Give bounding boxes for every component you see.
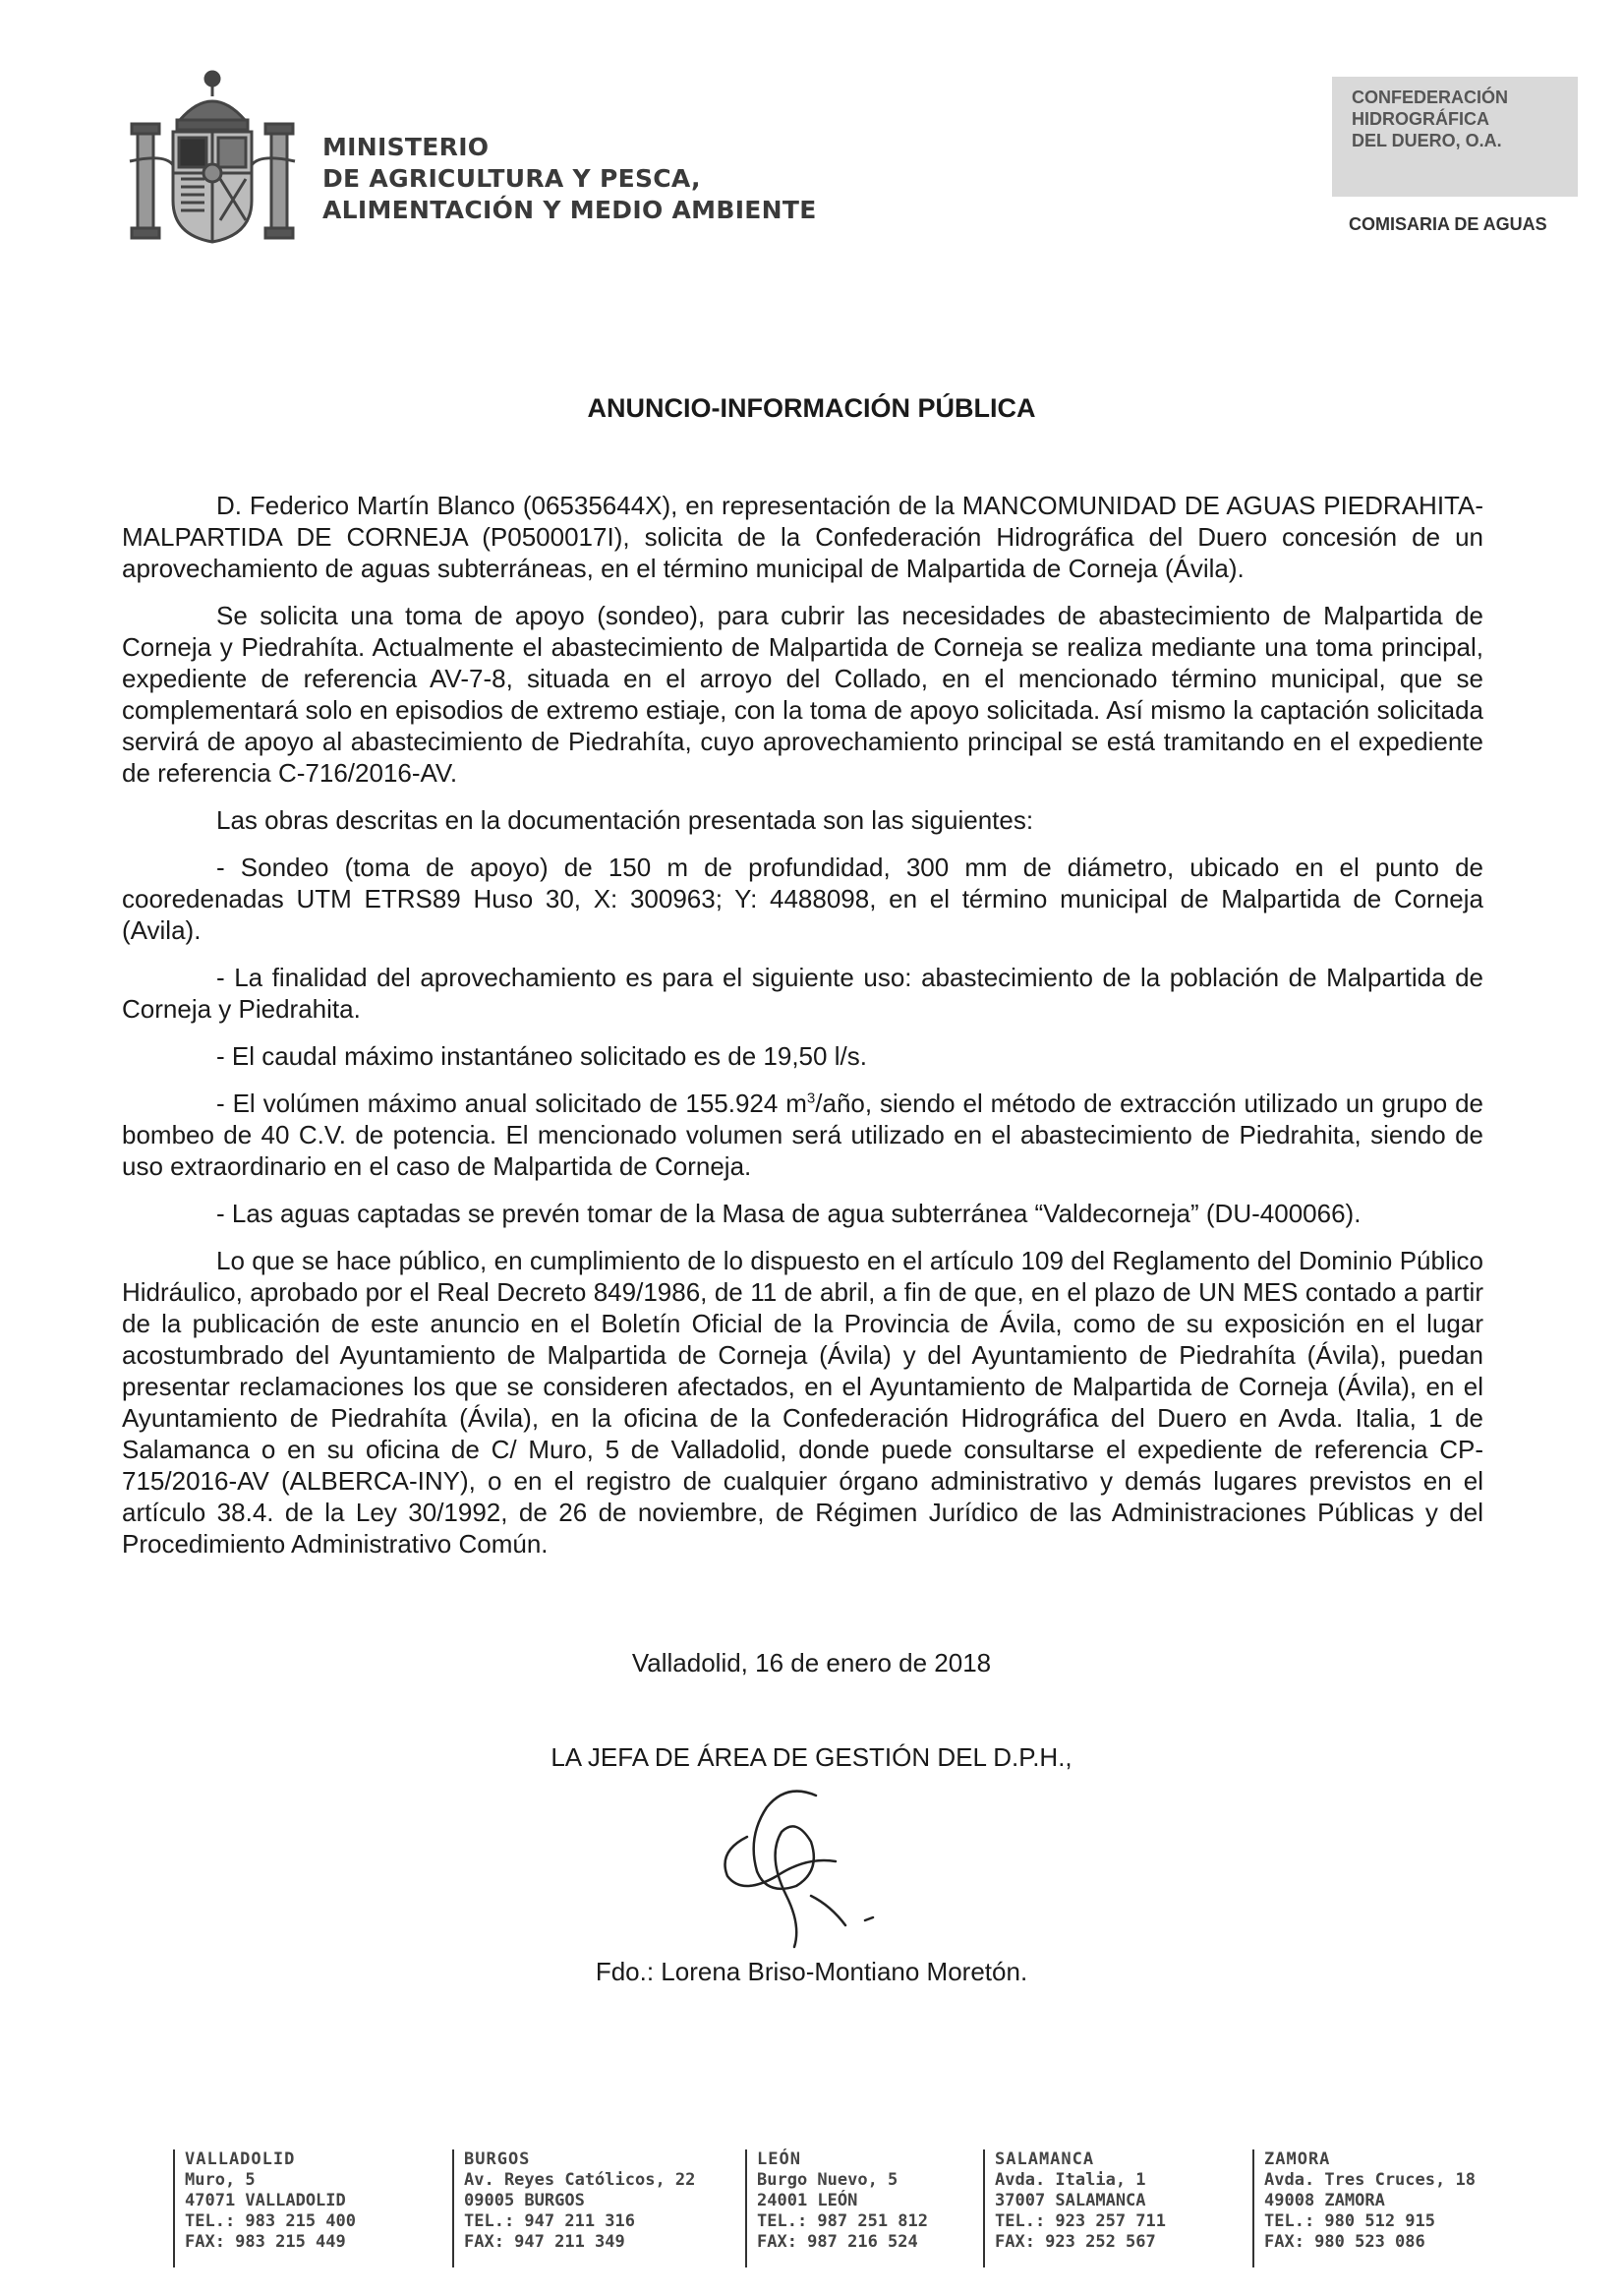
office-line: 24001 LEÓN xyxy=(757,2191,858,2210)
office-line: FAX: 947 211 349 xyxy=(464,2232,625,2252)
ministry-line: DE AGRICULTURA Y PESCA, xyxy=(322,164,701,193)
body-paragraph: - El caudal máximo instantáneo solicitado es de 19,50 l/s. xyxy=(216,1041,867,1071)
volume-text-after: /año, siendo el método de extracción utilizado un grupo de bombeo de 40 C.V. de potencia. El mencionado volumen será utilizado en el abastecimiento de Piedrahita, siendo de uso extraordinario en el caso de Malpartida de Corneja. xyxy=(122,1089,1483,1181)
ministry-line: ALIMENTACIÓN Y MEDIO AMBIENTE xyxy=(322,196,817,224)
office-name: VALLADOLID xyxy=(185,2149,296,2169)
office-line: FAX: 923 252 567 xyxy=(995,2232,1156,2252)
volume-paragraph xyxy=(122,1088,1483,1182)
volume-text-before: - El volúmen máximo anual solicitado de 155.924 m xyxy=(216,1089,807,1118)
office-burgos xyxy=(452,2149,745,2267)
signed-by: Fdo.: Lorena Briso-Montiano Moretón. xyxy=(595,1957,1028,1986)
agency-box xyxy=(1332,77,1578,197)
coat-of-arms-icon xyxy=(126,63,299,250)
body-paragraph: - La finalidad del aprovechamiento es para el siguiente uso: abastecimiento de la población de Malpartida de Corneja y Piedrahita. xyxy=(122,963,1483,1024)
office-line: Avda. Tres Cruces, 18 xyxy=(1264,2170,1476,2190)
office-line: Avda. Italia, 1 xyxy=(995,2170,1146,2190)
office-name: ZAMORA xyxy=(1264,2149,1331,2169)
department-name: COMISARIA DE AGUAS xyxy=(1349,214,1547,234)
body-paragraph: Lo que se hace público, en cumplimiento de lo dispuesto en el artículo 109 del Reglamento del Dominio Público Hidráulico, aprobado por el Real Decreto 849/1986, de 11 de abril, a fin de que, en el plazo de UN MES contado a partir de la publicación de este anuncio en el Boletín Oficial de la Provincia de Ávila, como de su exposición en el lugar acostumbrado del Ayuntamiento de Malpartida de Corneja (Ávila) y del Ayuntamiento de Piedrahíta (Ávila), puedan presentar reclamaciones los que se consideren afectados, en el Ayuntamiento de Malpartida de Corneja (Ávila), en el Ayuntamiento de Piedrahíta (Ávila), en la oficina de la Confederación Hidrográfica del Duero en Avda. Italia, 1 de Salamanca o en su oficina de C/ Muro, 5 de Valladolid, donde puede consultarse el expediente de referencia CP- 715/2016-AV (ALBERCA-INY), o en el registro de cualquier órgano administrativo y demás lugares previstos en el artículo 38.4. de la Ley 30/1992, de 26 de noviembre, de Régimen Jurídico de las Administraciones Públicas y del Procedimiento Administrativo Común. xyxy=(122,1246,1483,1559)
office-line: Av. Reyes Católicos, 22 xyxy=(464,2170,696,2190)
place-date: Valladolid, 16 de enero de 2018 xyxy=(631,1648,992,1678)
office-line: FAX: 980 523 086 xyxy=(1264,2232,1425,2252)
office-line: 47071 VALLADOLID xyxy=(185,2191,346,2210)
volume-superscript: 3 xyxy=(806,1089,816,1107)
office-salamanca xyxy=(983,2149,1252,2267)
office-line: 49008 ZAMORA xyxy=(1264,2191,1385,2210)
document-title xyxy=(0,393,1623,424)
office-line: TEL.: 987 251 812 xyxy=(757,2211,928,2231)
office-name: SALAMANCA xyxy=(995,2149,1095,2169)
office-line: 09005 BURGOS xyxy=(464,2191,585,2210)
body-paragraph: Las obras descritas en la documentación presentada son las siguientes: xyxy=(216,805,1034,835)
office-line: Muro, 5 xyxy=(185,2170,256,2190)
body-paragraph: - Las aguas captadas se prevén tomar de la Masa de agua subterránea “Valdecorneja” (DU-400066). xyxy=(216,1199,1362,1228)
office-line: FAX: 983 215 449 xyxy=(185,2232,346,2252)
handwritten-signature-icon xyxy=(688,1778,885,1955)
office-zamora xyxy=(1252,2149,1559,2267)
office-line: TEL.: 923 257 711 xyxy=(995,2211,1166,2231)
office-line: TEL.: 980 512 915 xyxy=(1264,2211,1435,2231)
office-leon xyxy=(745,2149,983,2267)
signer-role: LA JEFA DE ÁREA DE GESTIÓN DEL D.P.H., xyxy=(551,1742,1072,1772)
office-name: BURGOS xyxy=(464,2149,531,2169)
office-line: FAX: 987 216 524 xyxy=(757,2232,918,2252)
body-paragraph: - Sondeo (toma de apoyo) de 150 m de profundidad, 300 mm de diámetro, ubicado en el punto de cooredenadas UTM ETRS89 Huso 30, X: 300963; Y: 4488098, en el término municipal de Malpartida de Corneja (Avila). xyxy=(122,853,1483,945)
office-valladolid xyxy=(173,2149,452,2267)
ministry-line: MINISTERIO xyxy=(322,133,490,161)
ministry-name xyxy=(322,132,817,226)
office-line: Burgo Nuevo, 5 xyxy=(757,2170,898,2190)
office-name: LEÓN xyxy=(757,2149,801,2169)
body-paragraph: Se solicita una toma de apoyo (sondeo), para cubrir las necesidades de abastecimiento de Malpartida de Corneja y Piedrahíta. Actualmente el abastecimiento de Malpartida de Corneja se realiza mediante una toma principal, expediente de referencia AV-7-8, situada en el arroyo del Collado, en el mencionado término municipal, que se complementará solo en episodios de extremo estiaje, con la toma de apoyo solicitada. Así mismo la captación solicitada servirá de apoyo al abastecimiento de Piedrahíta, cuyo aprovechamiento principal se está tramitando en el expediente de referencia C-716/2016-AV. xyxy=(122,601,1483,788)
body-paragraph: D. Federico Martín Blanco (06535644X), en representación de la MANCOMUNIDAD DE AGUAS PIEDRAHITA-MALPARTIDA DE CORNEJA (P0500017I), solicita de la Confederación Hidrográfica del Duero concesión de un aprovechamiento de aguas subterráneas, en el término municipal de Malpartida de Corneja (Ávila). xyxy=(122,491,1483,583)
footer-offices xyxy=(173,2149,1569,2267)
office-line: 37007 SALAMANCA xyxy=(995,2191,1146,2210)
document-body xyxy=(122,490,1483,1575)
office-line: TEL.: 947 211 316 xyxy=(464,2211,635,2231)
document-title-text: ANUNCIO-INFORMACIÓN PÚBLICA xyxy=(587,393,1036,423)
agency-line: HIDROGRÁFICA xyxy=(1352,109,1489,129)
office-line: TEL.: 983 215 400 xyxy=(185,2211,356,2231)
agency-line: CONFEDERACIÓN xyxy=(1352,88,1509,107)
agency-line: DEL DUERO, O.A. xyxy=(1352,131,1502,150)
